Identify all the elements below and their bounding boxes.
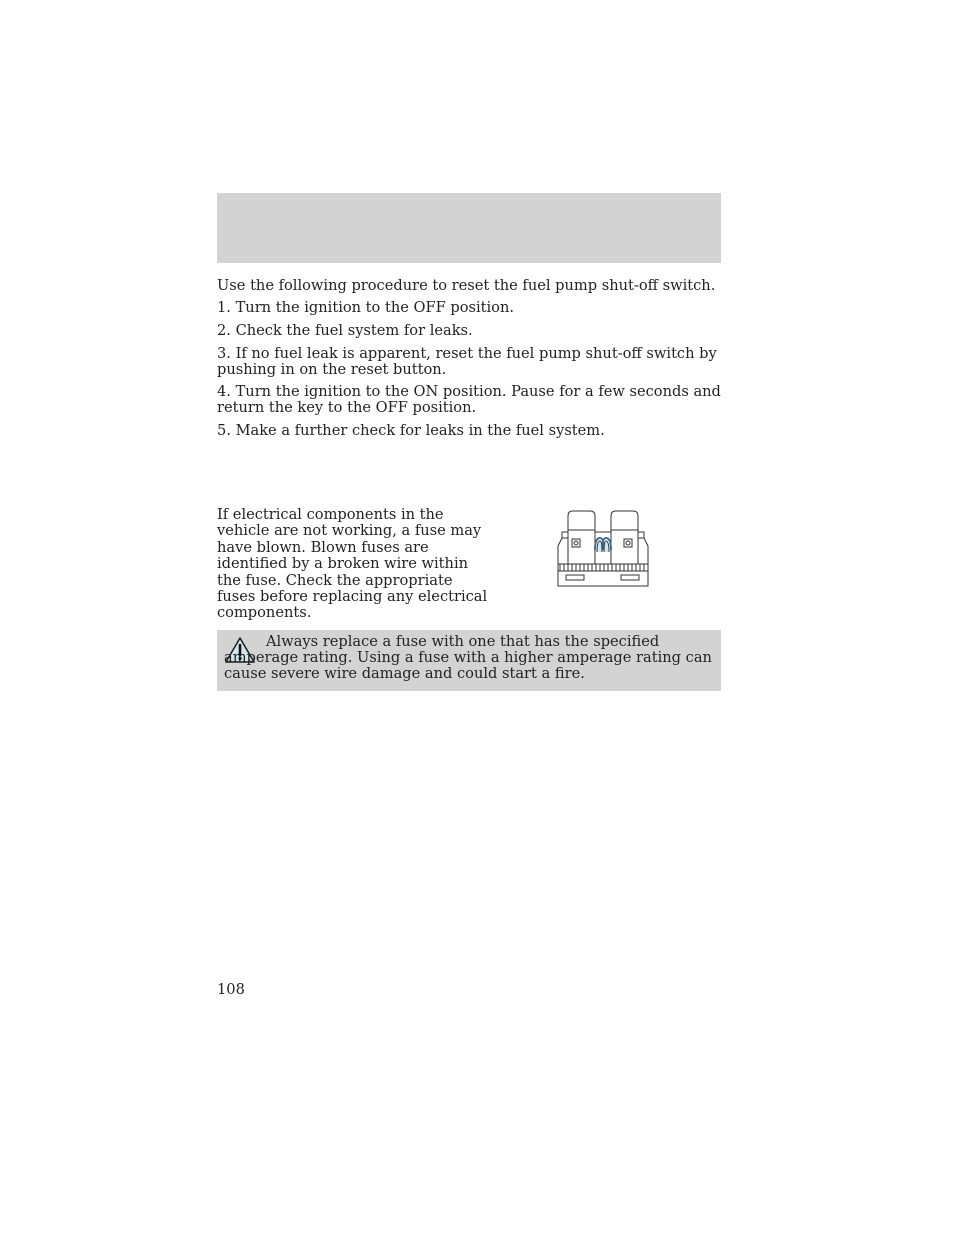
procedure-step-2: 2. Check the fuel system for leaks.: [217, 322, 473, 339]
procedure-step-1: 1. Turn the ignition to the OFF position.: [217, 299, 515, 316]
procedure-step-3: 3. If no fuel leak is apparent, reset the fuel pump shut-off switch by pushing in on the reset button.: [217, 345, 717, 379]
fuse-illustration: [554, 508, 652, 590]
fuse-description: If electrical components in the vehicle are not working, a fuse may have blown. Blown fuses are identified by a broken wire within the fuse. Check the appropriate fuses before replacing any electrical components.: [217, 506, 488, 622]
warning-box: [217, 630, 721, 691]
procedure-step-4: 4. Turn the ignition to the ON position. Pause for a few seconds and return the key to the OFF position.: [217, 383, 721, 417]
procedure-intro: Use the following procedure to reset the fuel pump shut-off switch.: [217, 277, 716, 294]
page-number: 108: [217, 981, 245, 998]
warning-text: Always replace a fuse with one that has the specified amperage rating. Using a fuse with a higher amperage rating can cause severe wire damage and could start a fire.: [224, 633, 712, 682]
section-header-bar: [217, 193, 721, 263]
procedure-step-5: 5. Make a further check for leaks in the fuel system.: [217, 422, 605, 439]
